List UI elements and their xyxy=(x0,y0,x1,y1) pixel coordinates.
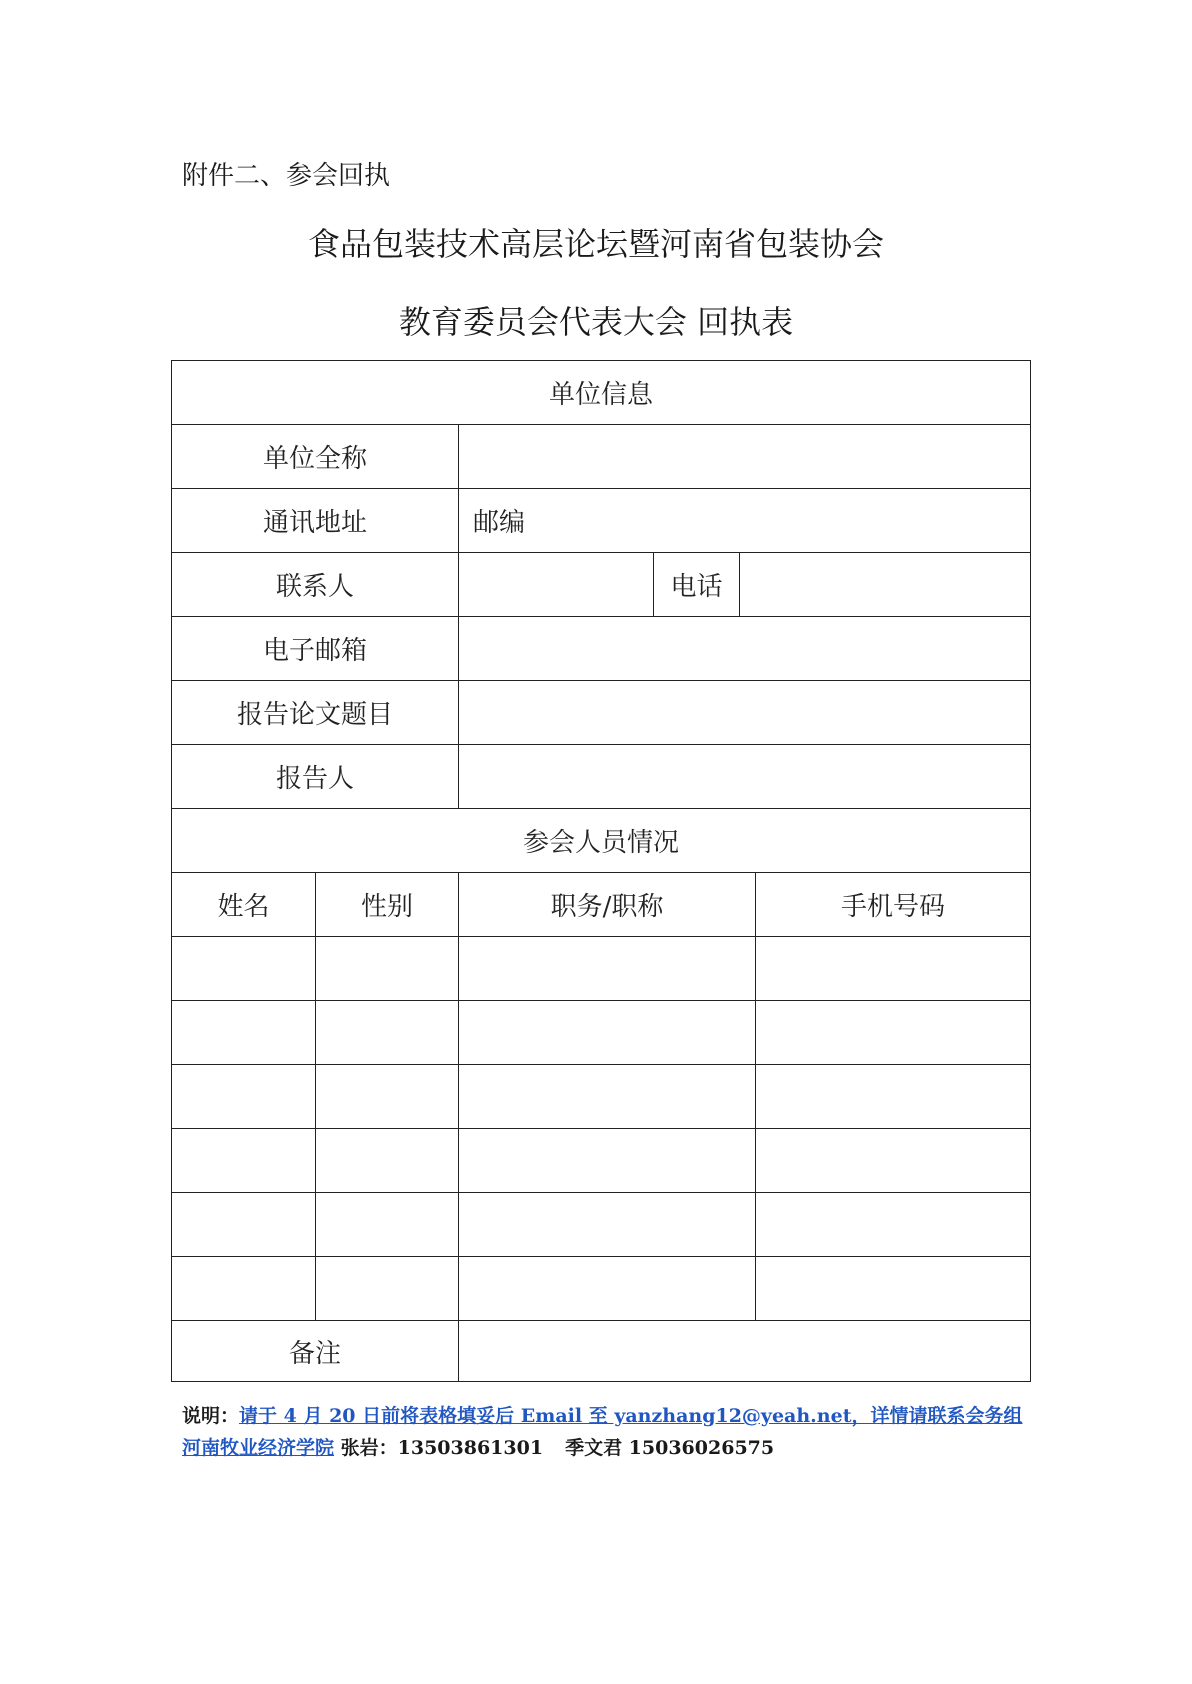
email-instruction-link[interactable]: 请于 4 月 20 日前将表格填妥后 Email 至 yanzhang12@yeah.net，详情请联系会务组 xyxy=(239,1405,1023,1427)
attendee-row[interactable] xyxy=(172,1065,1030,1128)
paper-title-field[interactable] xyxy=(459,681,1030,744)
column-header-mobile: 手机号码 xyxy=(840,891,945,922)
attendee-row[interactable] xyxy=(172,1193,1030,1256)
email-label: 电子邮箱 xyxy=(262,635,367,666)
phone-label: 电话 xyxy=(670,572,723,602)
remarks-label: 备注 xyxy=(288,1338,341,1369)
form-title-line1: 食品包装技术高层论坛暨河南省包装协会 xyxy=(307,225,884,263)
remarks-field[interactable] xyxy=(459,1321,1030,1382)
column-header-name: 姓名 xyxy=(217,891,270,922)
contact-field[interactable] xyxy=(459,553,653,616)
postcode-label[interactable]: 邮编 xyxy=(473,508,526,538)
attendee-row[interactable] xyxy=(172,1129,1030,1192)
contact-ji: 季文君 15036026575 xyxy=(565,1437,775,1459)
form-title-line2: 教育委员会代表大会 回执表 xyxy=(398,303,794,341)
presenter-label: 报告人 xyxy=(275,763,354,794)
registration-form-table xyxy=(171,360,1031,1382)
paper-title-label: 报告论文题目 xyxy=(236,699,393,730)
phone-field[interactable] xyxy=(740,553,1030,616)
contact-zhang: 张岩：13503861301 xyxy=(334,1437,544,1459)
email-field[interactable] xyxy=(459,617,1030,680)
attendee-row[interactable] xyxy=(172,937,1030,1000)
contact-label: 联系人 xyxy=(275,571,354,602)
note-line-2 xyxy=(182,1432,1022,1464)
unit-name-label: 单位全称 xyxy=(262,443,367,474)
attendee-row[interactable] xyxy=(172,1257,1030,1320)
institution-link[interactable]: 河南牧业经济学院 xyxy=(182,1437,335,1459)
section-attendees: 参会人员情况 xyxy=(522,827,679,858)
unit-name-field[interactable] xyxy=(459,425,1030,488)
attachment-label: 附件二、参会回执 xyxy=(182,161,391,191)
presenter-field[interactable] xyxy=(459,745,1030,808)
column-header-gender: 性别 xyxy=(360,891,413,922)
column-header-position: 职务/职称 xyxy=(550,891,664,922)
instructions-note xyxy=(182,1400,1022,1464)
note-line-1 xyxy=(182,1400,1022,1432)
address-label: 通讯地址 xyxy=(262,507,367,538)
attendee-row[interactable] xyxy=(172,1001,1030,1064)
section-unit-info: 单位信息 xyxy=(548,380,653,410)
note-prefix: 说明： xyxy=(182,1405,240,1427)
